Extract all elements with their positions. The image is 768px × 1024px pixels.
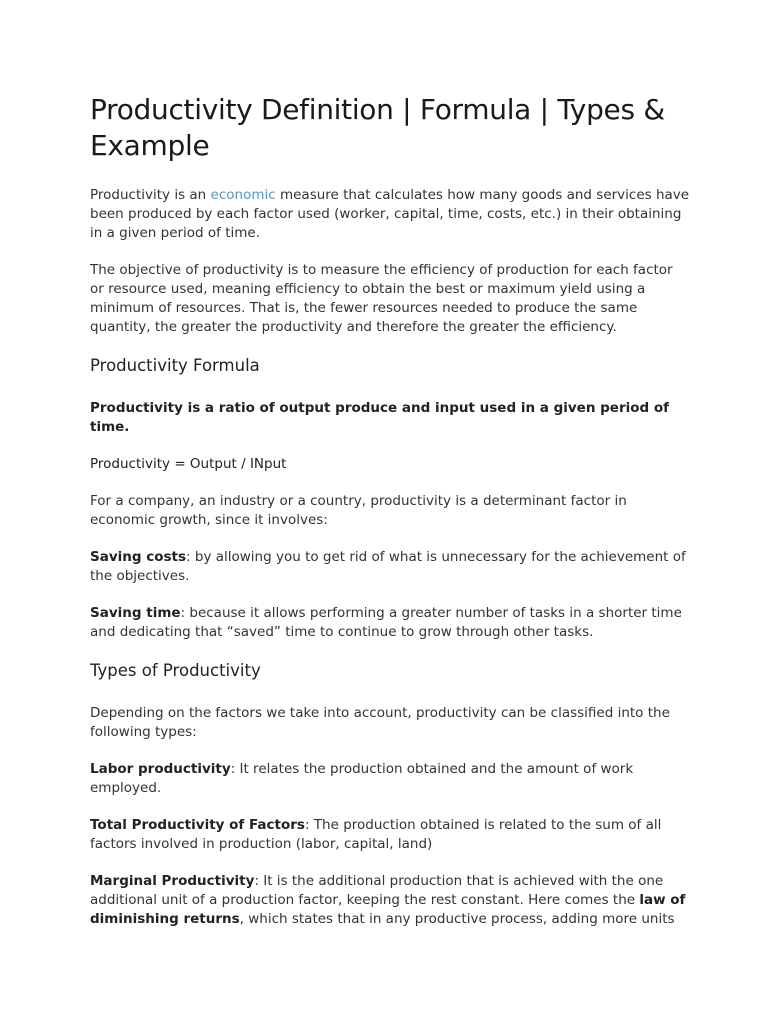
types-of-productivity-heading: Types of Productivity (90, 661, 261, 680)
objective-paragraph: The objective of productivity is to measure the efficiency of production for each factor or resource used, meaning efficiency to obtain the best or maximum yield using a minimum of resources. That is, the fewer resources needed to produce the same quantity, the greater the productivity and therefore the greater the efficiency. (90, 262, 673, 335)
labor-productivity-text: : It relates the production obtained and the amount of work employed. (90, 761, 634, 796)
total-productivity-text: : The production obtained is related to the sum of all factors involved in production (labor, capital, land) (90, 817, 662, 852)
formula-line: Productivity = Output / INput (90, 456, 287, 472)
saving-costs-paragraph (90, 548, 690, 586)
labor-productivity-term: Labor productivity (90, 761, 231, 777)
saving-time-term: Saving time (90, 605, 181, 621)
intro-paragraph (90, 186, 690, 243)
marginal-productivity-text-2: , which states that in any productive process, adding more units (239, 911, 675, 927)
marginal-productivity-term: Marginal Productivity (90, 873, 255, 889)
marginal-productivity-text: : It is the additional production that is achieved with the one additional unit of a production factor, keeping the rest constant. Here comes the (90, 873, 664, 908)
law-of-diminishing-returns-term: law of diminishing returns (90, 892, 686, 927)
saving-time-text: : because it allows performing a greater number of tasks in a shorter time and dedicating that “saved” time to continue to grow through other tasks. (90, 605, 682, 640)
ratio-statement: Productivity is a ratio of output produce and input used in a given period of time. (90, 400, 670, 435)
productivity-formula-heading: Productivity Formula (90, 356, 260, 375)
economic-link[interactable]: economic (210, 187, 276, 203)
total-productivity-paragraph (90, 816, 690, 854)
saving-time-paragraph (90, 604, 690, 642)
saving-costs-term: Saving costs (90, 549, 187, 565)
article-body (90, 92, 690, 947)
saving-costs-text: : by allowing you to get rid of what is unnecessary for the achievement of the objectives. (90, 549, 686, 584)
types-intro-paragraph: Depending on the factors we take into account, productivity can be classified into the following types: (90, 705, 670, 740)
total-productivity-term: Total Productivity of Factors (90, 817, 305, 833)
intro-text-pre: Productivity is an (90, 187, 211, 203)
page-title: Productivity Definition | Formula | Types & Example (90, 93, 665, 162)
labor-productivity-paragraph (90, 760, 690, 798)
marginal-productivity-paragraph (90, 872, 690, 929)
growth-paragraph: For a company, an industry or a country, productivity is a determinant factor in economic growth, since it involves: (90, 493, 627, 528)
intro-text-post: measure that calculates how many goods and services have been produced by each factor used (worker, capital, time, costs, etc.) in their obtaining in a given period of time. (90, 187, 690, 241)
